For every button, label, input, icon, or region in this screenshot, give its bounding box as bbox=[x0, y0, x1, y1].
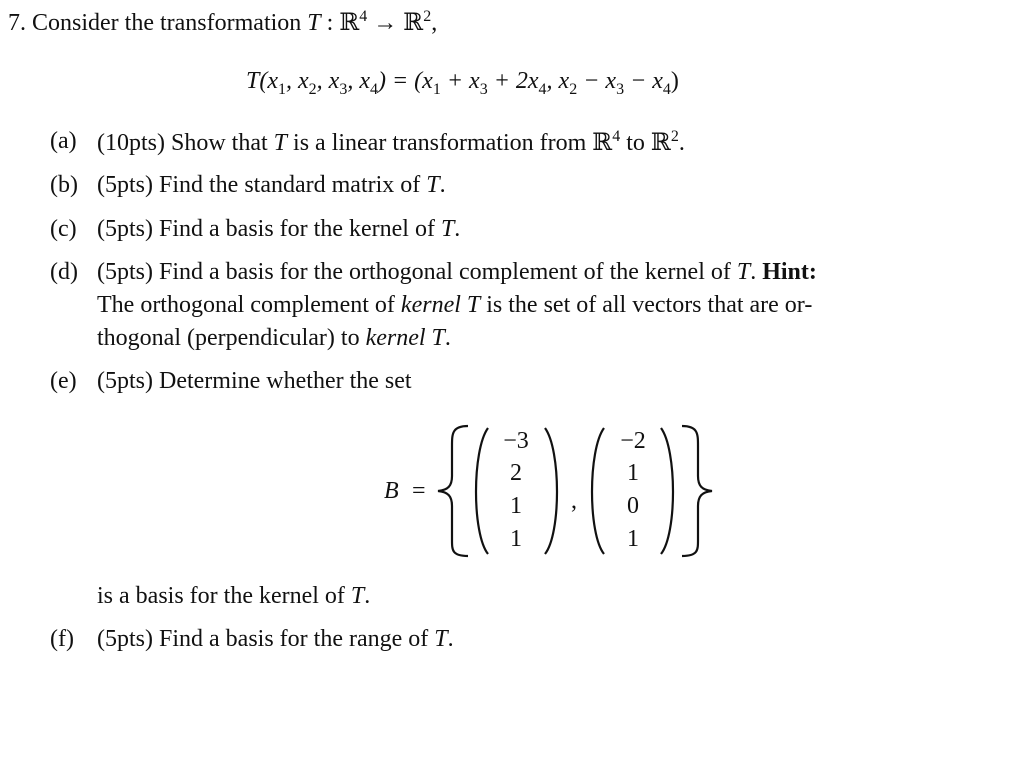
part-a-text1: Show that bbox=[171, 130, 268, 156]
part-c-label: (c) bbox=[50, 216, 77, 242]
eq-close-paren: ) bbox=[670, 68, 679, 94]
part-d-hint: Hint: bbox=[762, 259, 817, 285]
eq-rhs-sub-3b: 3 bbox=[616, 80, 625, 98]
map-domain: ℝ bbox=[339, 8, 360, 36]
part-f-body: Find a basis for the range of bbox=[159, 626, 429, 652]
eq-sub-1: 1 bbox=[278, 80, 287, 98]
part-c-body: Find a basis for the kernel of bbox=[159, 216, 435, 242]
part-a-text bbox=[97, 128, 685, 157]
part-d-T3: T bbox=[431, 325, 445, 351]
part-d-body: Find a basis for the orthogonal complement of the kernel of bbox=[159, 259, 731, 285]
part-b-text bbox=[97, 172, 446, 199]
v2-entry-4: 1 bbox=[627, 526, 639, 552]
v2-entry-3: 0 bbox=[627, 493, 639, 519]
map-colon: : bbox=[326, 10, 334, 36]
eq-rhs-sub-3: 3 bbox=[479, 80, 488, 98]
map-arrow: → bbox=[373, 10, 398, 36]
part-a-R1: ℝ bbox=[592, 128, 613, 156]
eq-T: T bbox=[246, 68, 260, 94]
part-c-text bbox=[97, 216, 460, 243]
part-e-body: Determine whether the set bbox=[159, 368, 412, 394]
part-f-text bbox=[97, 626, 454, 653]
map-comma: , bbox=[431, 10, 438, 36]
eq-rhs-sub-4b: 4 bbox=[662, 80, 671, 98]
v2-left-paren bbox=[592, 428, 604, 554]
part-c-period: . bbox=[454, 216, 461, 242]
right-brace bbox=[682, 426, 712, 556]
part-b-T: T bbox=[426, 172, 440, 198]
part-f-label: (f) bbox=[50, 626, 74, 652]
eq-var-4: , x bbox=[347, 68, 370, 94]
part-d-l2b: is the set of all vectors that are or- bbox=[486, 292, 813, 318]
part-a-to: to bbox=[626, 130, 645, 156]
part-e-T: T bbox=[350, 583, 365, 609]
map-domain-exp: 4 bbox=[359, 8, 368, 25]
part-e-text bbox=[97, 368, 412, 395]
problem-heading bbox=[8, 8, 437, 37]
eq-var-3: , x bbox=[316, 68, 340, 94]
part-e-label: (e) bbox=[50, 368, 77, 394]
part-d-label: (d) bbox=[50, 259, 78, 285]
part-f-period: . bbox=[447, 626, 454, 652]
part-a-period: . bbox=[678, 130, 685, 156]
left-brace bbox=[438, 426, 468, 556]
part-d-period: . bbox=[750, 259, 757, 285]
part-b-body: Find the standard matrix of bbox=[159, 172, 421, 198]
v2-right-paren bbox=[661, 428, 673, 554]
part-a-R2: ℝ bbox=[650, 128, 671, 156]
part-d-kernel2: kernel bbox=[365, 325, 426, 351]
eq-sub-3: 3 bbox=[339, 80, 348, 98]
v1-entry-4: 1 bbox=[510, 526, 522, 552]
v2-entry-1: −2 bbox=[620, 428, 646, 454]
eq-sub-2: 2 bbox=[308, 80, 317, 98]
part-d-l3a: thogonal (perpendicular) to bbox=[97, 325, 360, 351]
part-a-exp2: 2 bbox=[670, 128, 679, 145]
transformation-equation bbox=[246, 68, 679, 98]
v1-entry-3: 1 bbox=[510, 493, 522, 519]
set-B-equals: = bbox=[412, 478, 426, 504]
part-d-period2: . bbox=[444, 325, 451, 351]
part-e-points: (5pts) bbox=[97, 368, 153, 394]
eq-rhs-minus-2: − x bbox=[624, 68, 663, 94]
set-B-symbol: B bbox=[384, 478, 399, 504]
part-d-line1 bbox=[97, 259, 817, 286]
part-a-label: (a) bbox=[50, 128, 77, 154]
eq-equals: ) = (x bbox=[377, 68, 433, 94]
v1-entry-2: 2 bbox=[510, 460, 522, 486]
problem-intro: Consider the transformation bbox=[32, 10, 302, 36]
eq-args: (x bbox=[259, 68, 279, 94]
part-e-period: . bbox=[364, 583, 371, 609]
part-b-period: . bbox=[439, 172, 446, 198]
part-b-points: (5pts) bbox=[97, 172, 153, 198]
part-d-kernel1: kernel bbox=[400, 292, 461, 318]
part-f-points: (5pts) bbox=[97, 626, 153, 652]
eq-rhs-comma: , x bbox=[546, 68, 570, 94]
v1-right-paren bbox=[545, 428, 557, 554]
eq-rhs-sub-4: 4 bbox=[538, 80, 547, 98]
part-a-text2: is a linear transformation from bbox=[293, 130, 587, 156]
part-d-T2: T bbox=[466, 292, 481, 318]
part-c-points: (5pts) bbox=[97, 216, 153, 242]
part-f-T: T bbox=[434, 626, 448, 652]
part-e-after-text: is a basis for the kernel of bbox=[97, 583, 345, 609]
eq-rhs-plus-1: + x bbox=[440, 68, 480, 94]
eq-sub-4: 4 bbox=[369, 80, 378, 98]
part-e-after bbox=[97, 583, 370, 610]
eq-rhs-plus-2: + 2x bbox=[487, 68, 539, 94]
problem-number: 7. bbox=[8, 10, 26, 36]
part-a-exp1: 4 bbox=[612, 128, 621, 145]
v2-entry-2: 1 bbox=[627, 460, 639, 486]
part-a-points: (10pts) bbox=[97, 130, 165, 156]
eq-rhs-minus-1: − x bbox=[577, 68, 617, 94]
part-c-T: T bbox=[440, 216, 455, 242]
part-d-points: (5pts) bbox=[97, 259, 153, 285]
part-d-line3 bbox=[97, 325, 451, 352]
map-codomain: ℝ bbox=[403, 8, 424, 36]
v1-left-paren bbox=[476, 428, 488, 554]
vector-comma: , bbox=[571, 488, 577, 514]
part-d-line2 bbox=[97, 292, 812, 319]
eq-rhs-sub-2: 2 bbox=[569, 80, 578, 98]
eq-rhs-sub-1: 1 bbox=[432, 80, 441, 98]
map-codomain-exp: 2 bbox=[423, 8, 432, 25]
part-d-l2a: The orthogonal complement of bbox=[97, 292, 395, 318]
map-T: T bbox=[307, 10, 321, 36]
part-a-T: T bbox=[273, 130, 288, 156]
part-b-label: (b) bbox=[50, 172, 78, 198]
eq-var-2: , x bbox=[286, 68, 309, 94]
v1-entry-1: −3 bbox=[503, 428, 529, 454]
part-d-T: T bbox=[736, 259, 751, 285]
